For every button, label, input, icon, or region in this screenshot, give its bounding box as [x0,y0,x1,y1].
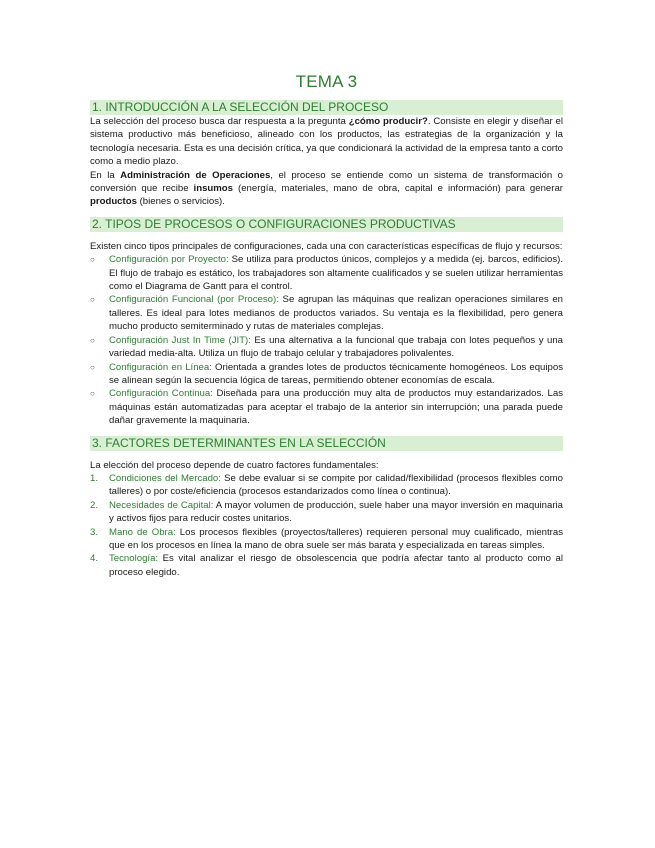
text-run: , el proceso se entiende como un sistema de transformación o conversión que recibe [90,169,563,195]
section-heading-3: 3. FACTORES DETERMINANTES EN LA SELECCIÓN [90,436,563,451]
list-item-term: Configuración Just In Time (JIT): [109,334,251,346]
bold-run: insumos [193,183,233,195]
list-item [90,334,563,361]
factors-list [90,472,563,579]
list-item-term: Mano de Obra: [109,526,176,538]
list-item [90,361,563,388]
list-item-text: Se debe evaluar si se compite por calidad/flexibilidad (procesos flexibles como talleres) o por coste/eficiencia (procesos estandarizados como línea o continua). [109,472,563,498]
intro-paragraph-2 [90,169,563,209]
list-item-text: A mayor volumen de producción, suele haber una mayor inversión en maquinaria y activos fijos para reducir costes unitarios. [109,499,563,525]
list-number: 2. [90,499,99,511]
list-number: 3. [90,526,99,538]
text-run: (bienes o servicios). [136,196,225,208]
list-item-text: Es vital analizar el riesgo de obsolescencia que podría afectar tanto al producto como al proceso elegido. [109,553,563,578]
section-tipos-procesos [90,217,563,428]
config-list [90,253,563,427]
text-run: La selección del proceso busca dar respuesta a la pregunta [90,116,349,127]
section-heading-1: 1. INTRODUCCIÓN A LA SELECCIÓN DEL PROCESO [90,100,563,115]
list-item-term: Tecnología: [109,553,159,565]
circle-bullet-icon: ○ [90,255,95,265]
list-item-text: Orientada a grandes lotes de productos técnicamente homogéneos. Los equipos se alinean según la secuencia lógica de tareas, permitiendo obtener economías de escala. [109,361,563,386]
text-run: . Consiste en elegir y diseñar el sistema productivo más beneficioso, alineado con los productos, las estrategias de la organización y la tecnología necesaria. Esta es una decisión crítica, ya que condicionará la actividad de la empresa tanto a corto como a medio plazo. [90,116,563,168]
list-item [90,526,563,553]
bold-run: productos [90,196,137,208]
list-item [90,387,563,427]
list-item [90,472,563,499]
intro-paragraph-1 [90,115,563,169]
list-item [90,253,563,293]
section-heading-2: 2. TIPOS DE PROCESOS O CONFIGURACIONES PRODUCTIVAS [90,217,563,232]
list-item-text: Es una alternativa a la funcional que trabaja con lotes pequeños y una variedad media-alta. Utiliza un flujo de trabajo celular y trabajadores polivalentes. [109,334,563,360]
document-content [90,72,563,579]
list-number: 4. [90,553,99,565]
text-run: (energía, materiales, mano de obra, capital e información) para generar [233,183,563,195]
bold-run: ¿cómo producir? [348,116,428,127]
circle-bullet-icon: ○ [90,362,95,372]
list-item [90,499,563,526]
list-item-term: Configuración en Línea: [109,361,212,373]
circle-bullet-icon: ○ [90,389,95,399]
section-3-intro: La elección del proceso depende de cuatro factores fundamentales: [90,459,379,471]
circle-bullet-icon: ○ [90,295,95,305]
text-run: En la [90,169,121,181]
list-item-term: Necesidades de Capital: [109,499,214,511]
section-factores [90,436,563,580]
page-title: TEMA 3 [295,72,358,91]
list-item [90,552,563,579]
list-item-text: Se agrupan las máquinas que realizan operaciones similares en talleres. Es ideal para lotes medianos de productos variados. Su ventaja es la flexibilidad, pero genera mucho producto semiterminado y rutas de materiales complejas. [109,294,563,333]
list-item-term: Configuración por Proyecto: [109,254,229,266]
list-item-term: Condiciones del Mercado: [109,472,221,484]
list-number: 1. [90,472,99,484]
circle-bullet-icon: ○ [90,335,95,345]
section-2-intro: Existen cinco tipos principales de configuraciones, cada una con características específicas de flujo y recursos: [90,240,563,252]
list-item-text: Se utiliza para productos únicos, complejos y a medida (ej. barcos, edificios). El flujo de trabajo es estático, los trabajadores son altamente cualificados y se suelen utilizar herramientas como el Diagrama de Gantt para el control. [109,254,564,293]
list-item-term: Configuración Funcional (por Proceso): [109,294,279,306]
list-item-text: Diseñada para una producción muy alta de productos muy estandarizados. Las máquinas están automatizadas para aceptar el trabajo de la anterior sin interrupción; una parada puede dañar gravemente la maquinaria. [109,388,564,427]
list-item-text: Los procesos flexibles (proyectos/talleres) requieren personal muy cualificado, mientras que en los procesos en línea la mano de obra suele ser más barata y especializada en tareas simples. [109,526,563,551]
list-item [90,293,563,333]
section-introduccion [90,100,563,209]
bold-run: Administración de Operaciones [120,169,271,181]
list-item-term: Configuración Continua: [109,388,213,400]
